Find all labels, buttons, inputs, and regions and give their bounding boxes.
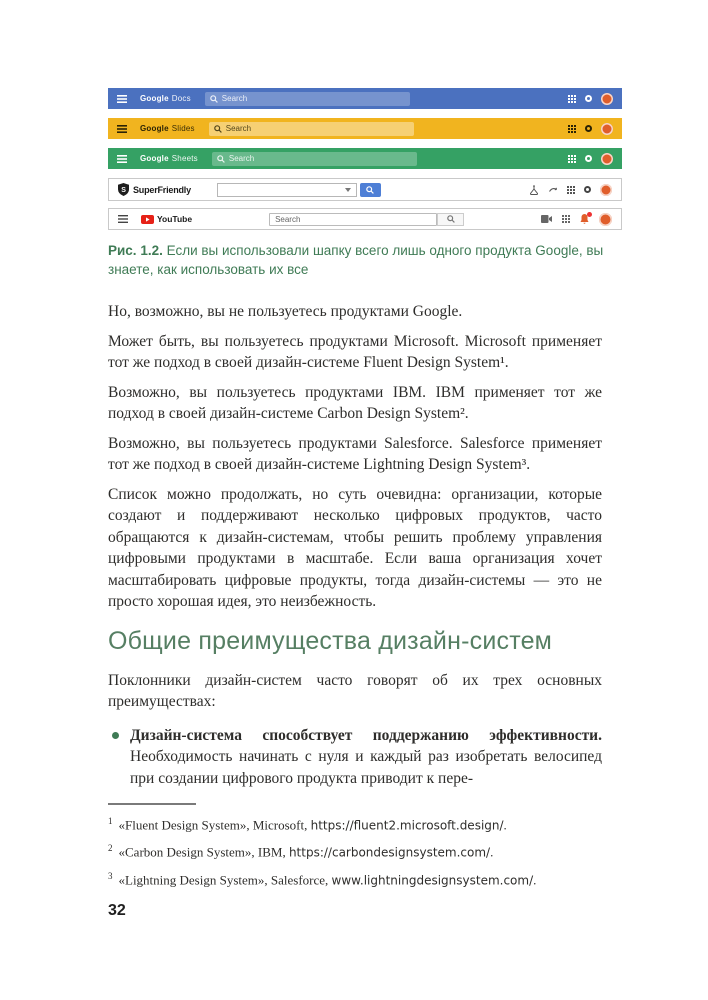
apps-grid-icon[interactable] — [562, 215, 570, 223]
footnotes — [108, 810, 602, 892]
undo-arrow-icon[interactable] — [548, 186, 558, 193]
hamburger-menu-icon[interactable] — [118, 215, 128, 223]
search-placeholder: Search — [228, 154, 255, 163]
footnote-marker: 1 — [108, 816, 113, 826]
product-logo-google-docs[interactable] — [140, 94, 191, 103]
video-camera-icon[interactable] — [541, 215, 552, 223]
header-bar-google-slides — [108, 118, 622, 139]
labs-flask-icon[interactable] — [529, 185, 539, 195]
paragraph: Возможно, вы пользуетесь продуктами IBM. IBM применяет тот же подход в своей дизайн-системе Carbon Design System². — [108, 383, 602, 422]
search-icon — [217, 155, 225, 163]
search-button[interactable] — [360, 183, 381, 197]
apps-grid-icon[interactable] — [568, 155, 576, 163]
footnote-marker: 3 — [108, 870, 113, 881]
paragraph: Список можно продолжать, но суть очевидна: организации, которые создают и поддерживают несколько цифровых продуктов, часто обращаются к дизайн-системам, чтобы решить проблему управления цифровыми продуктами в масштабе. Если ваша организация хочет масштабировать цифровые продукты, тогда дизайн-системы — это не просто хорошая идея, это неизбежность. — [108, 485, 602, 610]
apps-grid-icon[interactable] — [567, 186, 575, 194]
brand-text: Google — [140, 94, 169, 103]
footnote-period: . — [533, 871, 537, 887]
paragraph: Может быть, вы пользуетесь продуктами Microsoft. Microsoft применяет тот же подход в своей дизайн-системе Fluent Design System¹. — [108, 332, 602, 371]
bullet-text — [130, 725, 602, 790]
settings-icon[interactable] — [584, 186, 591, 193]
bullet-regular-text: Необходимость начинать с нуля и каждый раз изобретать велосипед при создании цифрового продукта приводит к пере- — [130, 748, 602, 787]
settings-icon[interactable] — [585, 95, 592, 102]
footnote-source: «Carbon Design System», IBM, — [118, 844, 289, 860]
settings-icon[interactable] — [585, 125, 592, 132]
footnote-marker: 2 — [108, 843, 113, 854]
header-bar-youtube — [108, 208, 622, 230]
avatar[interactable] — [601, 123, 613, 135]
product-text: Sheets — [171, 154, 198, 163]
hamburger-menu-icon[interactable] — [117, 125, 127, 133]
search-input[interactable] — [269, 213, 437, 226]
figure-caption — [108, 241, 608, 279]
search-input[interactable] — [212, 152, 417, 166]
brand-text: Google — [140, 154, 169, 163]
paragraph: Поклонники дизайн-систем часто говорят об их трех основных преимуществах: — [108, 671, 602, 710]
section-heading: Общие преимущества дизайн-систем — [108, 626, 553, 655]
search-placeholder: Search — [225, 124, 252, 133]
header-bar-google-docs — [108, 88, 622, 109]
search-placeholder: Search — [275, 214, 301, 224]
footnote-source: «Fluent Design System», Microsoft, — [118, 817, 311, 833]
header-bar-google-sheets — [108, 148, 622, 169]
hamburger-menu-icon[interactable] — [117, 95, 127, 103]
youtube-play-icon — [141, 215, 154, 224]
footnote-url: www.lightningdesignsystem.com/ — [331, 872, 534, 887]
search-input[interactable] — [209, 122, 414, 136]
product-logo-google-sheets[interactable] — [140, 154, 198, 163]
header-bar-superfriendly — [108, 178, 622, 201]
footnote-divider — [108, 803, 196, 805]
svg-text:S: S — [121, 187, 126, 194]
footnote — [108, 865, 602, 892]
figure-caption-text: Если вы использовали шапку всего лишь одного продукта Google, вы знаете, как использовать их все — [108, 243, 604, 277]
settings-icon[interactable] — [585, 155, 592, 162]
notification-badge — [587, 212, 592, 217]
brand-text: Google — [140, 124, 169, 133]
product-text: Slides — [171, 124, 195, 133]
avatar[interactable] — [599, 213, 612, 226]
footnote — [108, 837, 602, 864]
hamburger-menu-icon[interactable] — [117, 155, 127, 163]
avatar[interactable] — [600, 184, 612, 196]
product-logo-superfriendly[interactable] — [118, 183, 191, 196]
figure-1-2 — [108, 88, 622, 279]
figure-caption-label: Рис. 1.2. — [108, 243, 163, 258]
product-logo-google-slides[interactable] — [140, 124, 195, 133]
logo-text: YouTube — [157, 214, 193, 224]
bullet-marker — [112, 732, 119, 739]
avatar[interactable] — [601, 153, 613, 165]
logo-text: SuperFriendly — [133, 184, 191, 195]
footnote-source: «Lightning Design System», Salesforce, — [118, 871, 332, 887]
bell-icon[interactable] — [580, 214, 589, 224]
search-icon — [214, 125, 222, 133]
search-input[interactable] — [205, 92, 410, 106]
footnote-url: https://fluent2.microsoft.design/ — [310, 818, 504, 833]
list-item — [108, 725, 602, 790]
search-icon — [210, 95, 218, 103]
paragraph: Возможно, вы пользуетесь продуктами Salesforce. Salesforce применяет тот же подход в своей дизайн-системе Lightning Design System³. — [108, 434, 602, 473]
page-number: 32 — [108, 901, 126, 919]
bullet-bold-text: Дизайн-система способствует поддержанию эффективности. — [130, 726, 602, 744]
footnote-url: https://carbondesignsystem.com/ — [288, 845, 491, 860]
shield-logo-icon — [118, 183, 129, 196]
footnote — [108, 810, 602, 837]
product-text: Docs — [171, 94, 191, 103]
apps-grid-icon[interactable] — [568, 95, 576, 103]
search-dropdown-input[interactable] — [217, 183, 357, 197]
footnote-period: . — [503, 817, 507, 833]
search-button[interactable] — [437, 213, 464, 226]
search-placeholder: Search — [221, 94, 248, 103]
dropdown-caret-icon — [345, 188, 351, 192]
footnote-period: . — [490, 844, 494, 860]
avatar[interactable] — [601, 93, 613, 105]
apps-grid-icon[interactable] — [568, 125, 576, 133]
product-logo-youtube[interactable] — [141, 214, 192, 224]
body-text — [108, 301, 602, 920]
paragraph: Но, возможно, вы не пользуетесь продуктами Google. — [108, 303, 463, 320]
